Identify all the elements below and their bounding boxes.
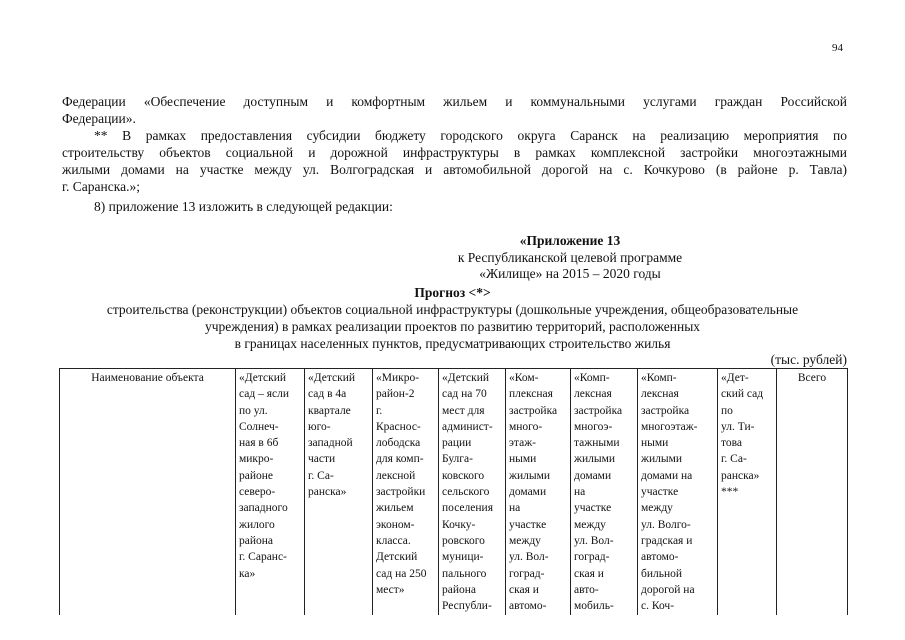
cell-text-line: ул. Волго- (641, 518, 691, 531)
cell-text-line: Солнеч- (239, 420, 279, 433)
appendix-years: «Жилище» на 2015 – 2020 годы (479, 266, 661, 281)
cell-text-line: между (574, 518, 606, 531)
cell-text: Наименование объекта (91, 372, 204, 384)
cell-text-line: застройка (641, 404, 690, 417)
page-number: 94 (832, 42, 843, 54)
cell-text-line: между (641, 502, 673, 515)
cell-text-line: мобиль- (574, 600, 614, 613)
table-header-row (60, 369, 848, 616)
cell-text-line: ская и (509, 583, 539, 596)
cell-text-line: лексная (574, 388, 612, 401)
cell-text-line: Детский (376, 551, 418, 564)
unit-label: (тыс. рублей) (770, 352, 847, 367)
cell-text-line: застройка (574, 404, 623, 417)
cell-text-line: с. Коч- (641, 600, 675, 613)
cell-text-line: тажными (574, 437, 620, 450)
cell-text-line: северо- (239, 486, 276, 499)
cell-text-line: сад на 70 (442, 388, 487, 401)
appendix-number: «Приложение 13 (519, 233, 621, 248)
cell-text-line: застройка (509, 404, 558, 417)
cell-text-line: автомо- (641, 551, 679, 564)
cell-text-line: ская и (574, 567, 604, 580)
cell-text-line: на (574, 486, 586, 499)
cell-text-line: бильной (641, 567, 683, 580)
text-line: Федерации «Обеспечение доступным и комфортным жильем и коммунальными услугами граждан Российской (62, 94, 847, 109)
cell-text-line: много- (509, 420, 543, 433)
cell-text-line: лексная (641, 388, 679, 401)
cell-text-line: класса. (376, 534, 411, 547)
cell-text-line: поселения (442, 502, 493, 515)
cell-text-line: жилого (239, 518, 275, 531)
cell-text-line: сельского (442, 486, 490, 499)
cell-text-line: микро- (239, 453, 274, 466)
cell-text-line: плексная (509, 388, 553, 401)
header-cell-object (236, 369, 305, 616)
cell-text-line: Республи- (442, 600, 492, 613)
cell-text-line: «Детский (239, 372, 287, 384)
cell-text-line: *** (721, 486, 739, 499)
cell-text-line: сад на 250 (376, 567, 427, 580)
text-line: 8) приложение 13 изложить в следующей редакции: (94, 199, 393, 214)
text-line: ** В рамках предоставления субсидии бюджету городского округа Саранск на реализацию мероприятия по (94, 128, 847, 143)
cell-text-line: муници- (442, 551, 484, 564)
cell-text-line: лексной (376, 469, 416, 482)
header-cell-object-name (60, 369, 236, 616)
cell-text: Всего (797, 372, 827, 384)
cell-text-line: Краснос- (376, 420, 421, 433)
cell-text-line: това (721, 437, 743, 450)
cell-text-line: многоэтаж- (641, 420, 698, 433)
cell-text-line: «Детский (442, 372, 490, 384)
cell-text-line: западной (308, 437, 353, 450)
cell-text-line: районе (239, 469, 274, 482)
cell-text-line: сад в 4а (308, 388, 347, 401)
cell-text-line: ными (509, 453, 537, 466)
cell-text-line: авто- (574, 583, 599, 596)
cell-text-line: лободска (376, 437, 421, 450)
instruction-paragraph (62, 198, 847, 215)
cell-text-line: квартале (308, 404, 351, 417)
cell-text-line: мест для (442, 404, 485, 417)
cell-text-line: «Ком- (509, 372, 539, 384)
footnote-paragraph (62, 127, 847, 195)
forecast-subtitle-line: строительства (реконструкции) объектов социальной инфраструктуры (дошкольные учреждения, общеобразовательные (106, 302, 799, 317)
header-cell-object (638, 369, 718, 616)
header-cell-object (718, 369, 777, 616)
cell-text-line: «Дет- (721, 372, 749, 384)
cell-text-line: юго- (308, 420, 331, 433)
forecast-heading: Прогноз <*> (414, 285, 491, 300)
cell-text-line: ровского (442, 534, 485, 547)
cell-text-line: «Комп- (641, 372, 677, 384)
cell-text-line: ными (641, 437, 669, 450)
forecast-table (59, 368, 848, 615)
cell-text-line: сад – ясли (239, 388, 289, 401)
cell-text-line: между (509, 534, 541, 547)
cell-text-line: многоэ- (574, 420, 613, 433)
cell-text-line: автомо- (509, 600, 547, 613)
cell-text-line: мест» (376, 583, 405, 596)
cell-text-line: район-2 (376, 388, 415, 401)
cell-text-line: г. (376, 404, 383, 417)
cell-text-line: застройки (376, 486, 426, 499)
cell-text-line: жилыми (509, 469, 550, 482)
cell-text-line: домами (509, 486, 547, 499)
cell-text-line: гоград- (574, 551, 610, 564)
cell-text-line: участке (509, 518, 547, 531)
cell-text-line: Булга- (442, 453, 473, 466)
cell-text-line: ский сад (721, 388, 764, 401)
paragraph-continuation (62, 93, 847, 127)
cell-text-line: на (509, 502, 521, 515)
text-line: жилыми домами на участке между ул. Волгоградская и автомобильной дорогой на с. Кочкурово (в районе р. Тавла) (62, 162, 847, 177)
cell-text-line: «Комп- (574, 372, 610, 384)
cell-text-line: ранска» (308, 486, 347, 499)
cell-text-line: г. Са- (721, 453, 747, 466)
cell-text-line: ковского (442, 469, 485, 482)
cell-text-line: градская и (641, 534, 693, 547)
cell-text-line: западного (239, 502, 288, 515)
cell-text-line: Кочку- (442, 518, 476, 531)
cell-text-line: гоград- (509, 567, 545, 580)
text-line: Федерации». (62, 111, 136, 126)
header-cell-object (305, 369, 373, 616)
header-cell-total (777, 369, 848, 616)
cell-text-line: ул. Ти- (721, 420, 755, 433)
header-cell-object (439, 369, 506, 616)
cell-text-line: для комп- (376, 453, 424, 466)
cell-text-line: по ул. (239, 404, 268, 417)
cell-text-line: админист- (442, 420, 493, 433)
cell-text-line: ул. Вол- (509, 551, 549, 564)
cell-text-line: г. Са- (308, 469, 334, 482)
cell-text-line: ранска» (721, 469, 760, 482)
cell-text-line: ул. Вол- (574, 534, 614, 547)
cell-text-line: участке (641, 486, 679, 499)
cell-text-line: эконом- (376, 518, 415, 531)
cell-text-line: домами на (641, 469, 693, 482)
header-cell-object (506, 369, 571, 616)
appendix-program: к Республиканской целевой программе (457, 250, 683, 265)
cell-text-line: г. Саранс- (239, 551, 287, 564)
cell-text-line: ка» (239, 567, 256, 580)
cell-text-line: района (442, 583, 477, 596)
text-line: г. Саранска.»; (62, 179, 140, 194)
cell-text-line: «Микро- (376, 372, 420, 384)
cell-text-line: района (239, 534, 274, 547)
cell-text-line: пального (442, 567, 487, 580)
cell-text-line: жилыми (574, 453, 615, 466)
cell-text-line: этаж- (509, 437, 536, 450)
header-cell-object (373, 369, 439, 616)
cell-text-line: ная в 6б (239, 437, 279, 450)
cell-text-line: рации (442, 437, 472, 450)
cell-text-line: участке (574, 502, 612, 515)
text-line: строительству объектов социальной и дорожной инфраструктуры в рамках комплексной застройки многоэтажными (62, 145, 847, 160)
cell-text-line: части (308, 453, 336, 466)
forecast-subtitle-line: учреждения) в рамках реализации проектов по развитию территорий, расположенных (204, 319, 701, 334)
cell-text-line: дорогой на (641, 583, 695, 596)
cell-text-line: жильем (376, 502, 414, 515)
forecast-subtitle-line: в границах населенных пунктов, предусматривающих строительство жилья (234, 336, 671, 351)
cell-text-line: по (721, 404, 733, 417)
cell-text-line: жилыми (641, 453, 682, 466)
cell-text-line: «Детский (308, 372, 356, 384)
header-cell-object (571, 369, 638, 616)
cell-text-line: домами (574, 469, 612, 482)
